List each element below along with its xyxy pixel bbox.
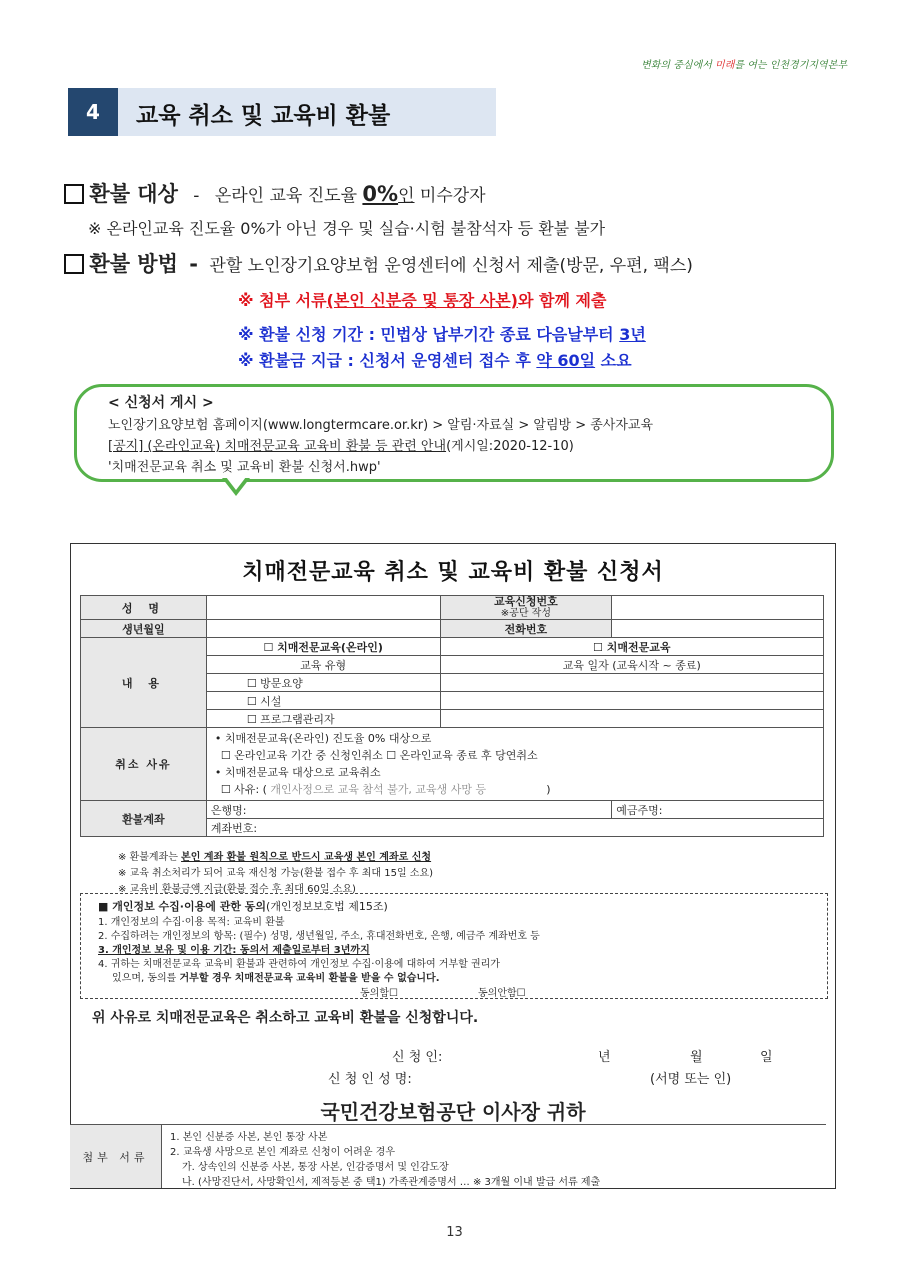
agree-checkbox[interactable]: 동의함☐ (360, 988, 398, 999)
option-dementia-checkbox[interactable]: ☐ 치매전문교육 (440, 638, 823, 656)
privacy-item-1: 1. 개인정보의 수집·이용 목적: 교육비 환불 (98, 917, 285, 928)
type-visit-checkbox[interactable]: ☐ 방문요양 (206, 674, 440, 692)
edu-date-header: 교육 일자 (교육시작 ~ 종료) (440, 656, 823, 674)
date-field[interactable] (440, 710, 823, 728)
privacy-item-2: 2. 수집하려는 개인정보의 항목: (필수) 성명, 생년월일, 주소, 휴대전화번호, 은행, 예금주 계좌번호 등 (98, 931, 540, 942)
edu-type-header: 교육 유형 (206, 656, 440, 674)
checkbox-icon (64, 184, 84, 204)
type-facility-checkbox[interactable]: ☐ 시설 (206, 692, 440, 710)
reason-cell (206, 728, 823, 801)
privacy-item-4: 4. 귀하는 치매전문교육 교육비 환불과 관련하여 개인정보 수집·이용에 대하여 거부할 권리가 (98, 959, 500, 970)
account-number-field[interactable]: 계좌번호: (206, 819, 823, 837)
attachment-item-4: 나. (사망진단서, 사망확인서, 제적등본 중 택1) 가족관계증명서 … ※ 3개월 이내 발급 서류 제출 (182, 1177, 601, 1188)
method-note-attachments: ※ 첨부 서류(본인 신분증 및 통장 사본)와 함께 제출 (238, 291, 607, 310)
phone-label: 전화번호 (440, 620, 612, 638)
addressee: 국민건강보험공단 이사장 귀하 (320, 1100, 586, 1124)
date-month[interactable]: 월 (690, 1050, 703, 1065)
posting-path: 노인장기요양보험 홈페이지(www.longtermcare.or.kr) > 알림·자료실 > 알림방 > 종사자교육 (108, 418, 654, 433)
attachment-item-1: 1. 본인 신분증 사본, 본인 통장 사본 (170, 1132, 328, 1143)
date-day[interactable]: 일 (760, 1050, 773, 1065)
reason-other-checkbox[interactable]: ☐ 사유: ( 개인사정으로 교육 참석 불가, 교육생 사망 등 ) (220, 783, 551, 796)
method-note-payment: ※ 환불금 지급 : 신청서 운영센터 접수 후 약 60일 소요 (238, 351, 632, 370)
refund-target-note: ※ 온라인교육 진도율 0%가 아닌 경우 및 실습·시험 불참석자 등 환불 불가 (88, 219, 606, 238)
name-label: 성 명 (81, 596, 207, 620)
form-note-payment: ※ 교육비 환불금액 지급(환불 접수 후 최대 60일 소요) (118, 884, 356, 895)
applicant-label: 신 청 인: (392, 1050, 443, 1065)
refund-method-line: 환불 방법 - 관할 노인장기요양보험 운영센터에 신청서 제출(방문, 우편, 팩스) (64, 248, 693, 278)
refund-target-line: 환불 대상 - 온라인 교육 진도율 0%인 미수강자 (64, 178, 486, 208)
posting-filename: '치매전문교육 취소 및 교육비 환불 신청서.hwp' (108, 460, 381, 475)
refund-target-label: 환불 대상 (89, 182, 178, 206)
date-field[interactable] (440, 674, 823, 692)
form-table (80, 595, 824, 837)
type-manager-checkbox[interactable]: ☐ 프로그램관리자 (206, 710, 440, 728)
privacy-title: ■ 개인정보 수집·이용에 관한 동의(개인정보보호법 제15조) (98, 900, 388, 913)
signature-field[interactable]: (서명 또는 인) (650, 1072, 732, 1087)
date-year[interactable]: 년 (598, 1050, 611, 1065)
birth-label: 생년월일 (81, 620, 207, 638)
edu-no-field[interactable] (612, 596, 824, 620)
form-note-reapply: ※ 교육 취소처리가 되어 교육 재신청 가능(환불 접수 후 최대 15일 소요) (118, 868, 434, 879)
disagree-checkbox[interactable]: 동의안함☐ (478, 988, 526, 999)
form-note-account: ※ 환불계좌는 본인 계좌 환불 원칙으로 반드시 교육생 본인 계좌로 신청 (118, 852, 432, 863)
birth-field[interactable] (206, 620, 440, 638)
attachment-label: 첨부 서류 (70, 1124, 162, 1188)
attachment-item-2: 2. 교육생 사망으로 본인 계좌로 신청이 어려운 경우 (170, 1147, 395, 1158)
reason-online-options[interactable]: ☐ 온라인교육 기간 중 신청인취소 ☐ 온라인교육 종료 후 당연취소 (220, 749, 538, 762)
holder-field[interactable]: 예금주명: (612, 801, 824, 819)
page-number: 13 (446, 1225, 463, 1240)
reason-online: • 치매전문교육(온라인) 진도율 0% 대상으로 (214, 732, 432, 745)
privacy-item-5: 있으며, 동의를 거부할 경우 치매전문교육 교육비 환불을 받을 수 없습니다. (112, 973, 440, 984)
attachment-item-3: 가. 상속인의 신분증 사본, 통장 사본, 인감증명서 및 인감도장 (182, 1162, 449, 1173)
form-title: 치매전문교육 취소 및 교육비 환불 신청서 (242, 560, 664, 585)
reason-dementia: • 치매전문교육 대상으로 교육취소 (214, 766, 381, 779)
checkbox-icon (64, 254, 84, 274)
refund-method-label: 환불 방법 (89, 252, 178, 276)
posting-title: < 신청서 게시 > (108, 395, 214, 411)
option-online-checkbox[interactable]: ☐ 치매전문교육(온라인) (206, 638, 440, 656)
privacy-item-3: 3. 개인정보 보유 및 이용 기간: 동의서 제출일로부터 3년까지 (98, 945, 370, 956)
method-note-period: ※ 환불 신청 기간 : 민법상 납부기간 종료 다음날부터 3년 (238, 325, 646, 344)
phone-field[interactable] (612, 620, 824, 638)
date-field[interactable] (440, 692, 823, 710)
bank-field[interactable]: 은행명: (206, 801, 611, 819)
account-label: 환불계좌 (81, 801, 207, 837)
reason-label: 취소 사유 (81, 728, 207, 801)
header-slogan: 변화의 중심에서 미래를 여는 인천경기지역본부 (641, 60, 847, 71)
edu-no-label: 교육신청번호 ※공단 작성 (440, 596, 612, 620)
applicant-name-label: 신 청 인 성 명: (328, 1072, 412, 1087)
posting-notice: [공지] (온라인교육) 치매전문교육 교육비 환불 등 관련 안내(게시일:2020-12-10) (108, 439, 574, 454)
content-label: 내 용 (81, 638, 207, 728)
declaration: 위 사유로 치매전문교육은 취소하고 교육비 환불을 신청합니다. (92, 1010, 479, 1026)
name-field[interactable] (206, 596, 440, 620)
section-title: 교육 취소 및 교육비 환불 (136, 103, 391, 129)
section-number: 4 (68, 88, 118, 136)
